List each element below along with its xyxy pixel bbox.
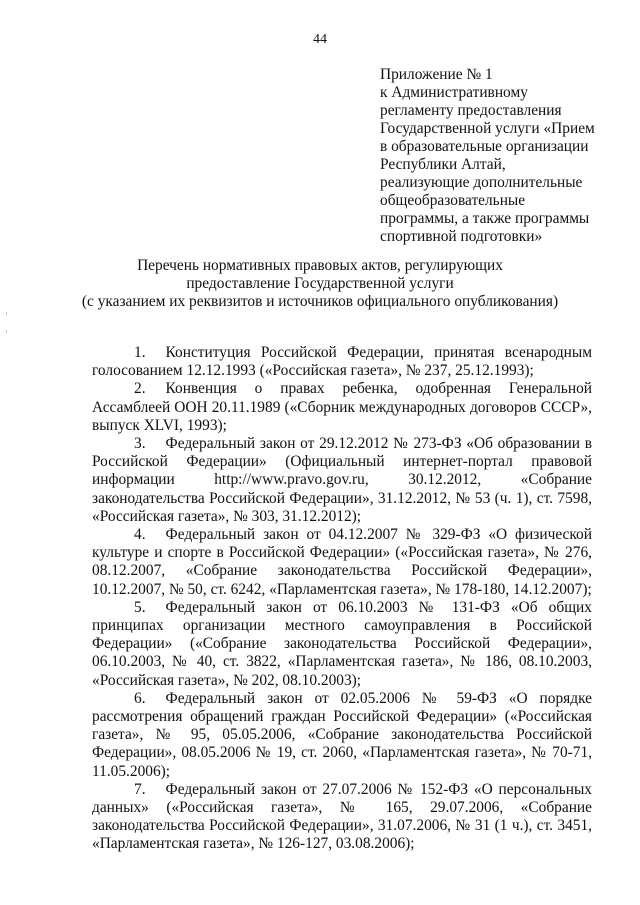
scan-artifact-mark: [6, 330, 7, 333]
appendix-line: Республики Алтай,: [380, 156, 506, 173]
item-text: Федеральный закон от 27.07.2006 № 152-ФЗ «О персональных данных» («Российская газета», № 165, 29.07.2006, «Собрание законодательства Российской Федерации», 31.07.2006, № 31 (1 ч.), ст. 3451, «Парламентская газета», № 126-127, 03.08.2006);: [92, 780, 592, 853]
item-number: 6.: [134, 689, 146, 707]
appendix-line: общеобразовательные: [380, 192, 526, 209]
title-line: предоставление Государственной услуги: [186, 275, 454, 293]
item-text: Федеральный закон от 29.12.2012 № 273-ФЗ «Об образовании в Российской Федерации» (Официальный интернет-портал правовой информации http://www.pravo.gov.ru, 30.12.2012, «Собрание законодательства Российской Федерации», 31.12.2012, № 53 (ч. 1), ст. 7598, «Российская газета», № 303, 31.12.2012);: [92, 435, 592, 525]
appendix-block: [380, 66, 630, 246]
item-text: Федеральный закон от 06.10.2003 № 131-ФЗ «Об общих принципах организации местного самоуправления в Российской Федерации» («Собрание законодательства Российской Федерации», 06.10.2003, № 40, ст. 3822, «Парламентская газета», № 186, 08.10.2003, «Российская газета», № 202, 08.10.2003);: [92, 598, 592, 689]
appendix-line: Государственной услуги «Прием: [380, 120, 595, 137]
item-number: 2.: [134, 380, 146, 398]
appendix-line: в образовательные организации: [380, 138, 589, 155]
appendix-line: к Административному: [380, 84, 528, 101]
list-item: [92, 526, 592, 599]
legal-acts-list: [92, 344, 592, 854]
list-item: [92, 690, 592, 781]
item-text: Конституция Российской Федерации, принятая всенародным голосованием 12.12.1993 («Российская газета», № 237, 25.12.1993);: [92, 344, 592, 380]
item-number: 4.: [134, 526, 146, 544]
appendix-line: реализующие дополнительные: [380, 174, 583, 191]
item-number: 1.: [134, 344, 146, 361]
appendix-line: программы, а также программы: [380, 210, 590, 227]
list-item: [92, 781, 592, 854]
appendix-line: регламенту предоставления: [380, 102, 562, 119]
item-number: 5.: [134, 598, 146, 616]
title-line: Перечень нормативных правовых актов, регулирующих: [137, 257, 503, 274]
document-title: [0, 257, 640, 312]
item-text: Конвенция о правах ребенка, одобренная Генеральной Ассамблеей ООН 20.11.1989 («Сборник международных договоров СССР», выпуск XLVI, 1993);: [92, 380, 592, 434]
appendix-line: спортивной подготовки»: [380, 228, 543, 245]
list-item: [92, 599, 592, 690]
scan-artifact-mark: [6, 312, 7, 315]
item-text: Федеральный закон от 04.12.2007 № 329-ФЗ «О физической культуре и спорте в Российской Федерации» («Российская газета», № 276, 08.12.2007, «Собрание законодательства Российской Федерации», 10.12.2007, № 50, ст. 6242, «Парламентская газета», № 178-180, 14.12.2007);: [92, 526, 592, 598]
page-number: 44: [313, 32, 327, 47]
item-text: Федеральный закон от 02.05.2006 № 59-ФЗ «О порядке рассмотрения обращений граждан Российской Федерации» («Российская газета», № 95, 05.05.2006, «Собрание законодательства Российской Федерации», 08.05.2006 № 19, ст. 2060, «Парламентская газета», № 70-71, 11.05.2006);: [92, 689, 592, 780]
appendix-line: Приложение № 1: [380, 66, 493, 83]
item-number: 7.: [134, 780, 146, 798]
item-number: 3.: [134, 435, 146, 453]
title-line: (с указанием их реквизитов и источников официального опубликования): [81, 293, 559, 311]
list-item: [92, 344, 592, 380]
list-item: [92, 435, 592, 526]
list-item: [92, 380, 592, 435]
